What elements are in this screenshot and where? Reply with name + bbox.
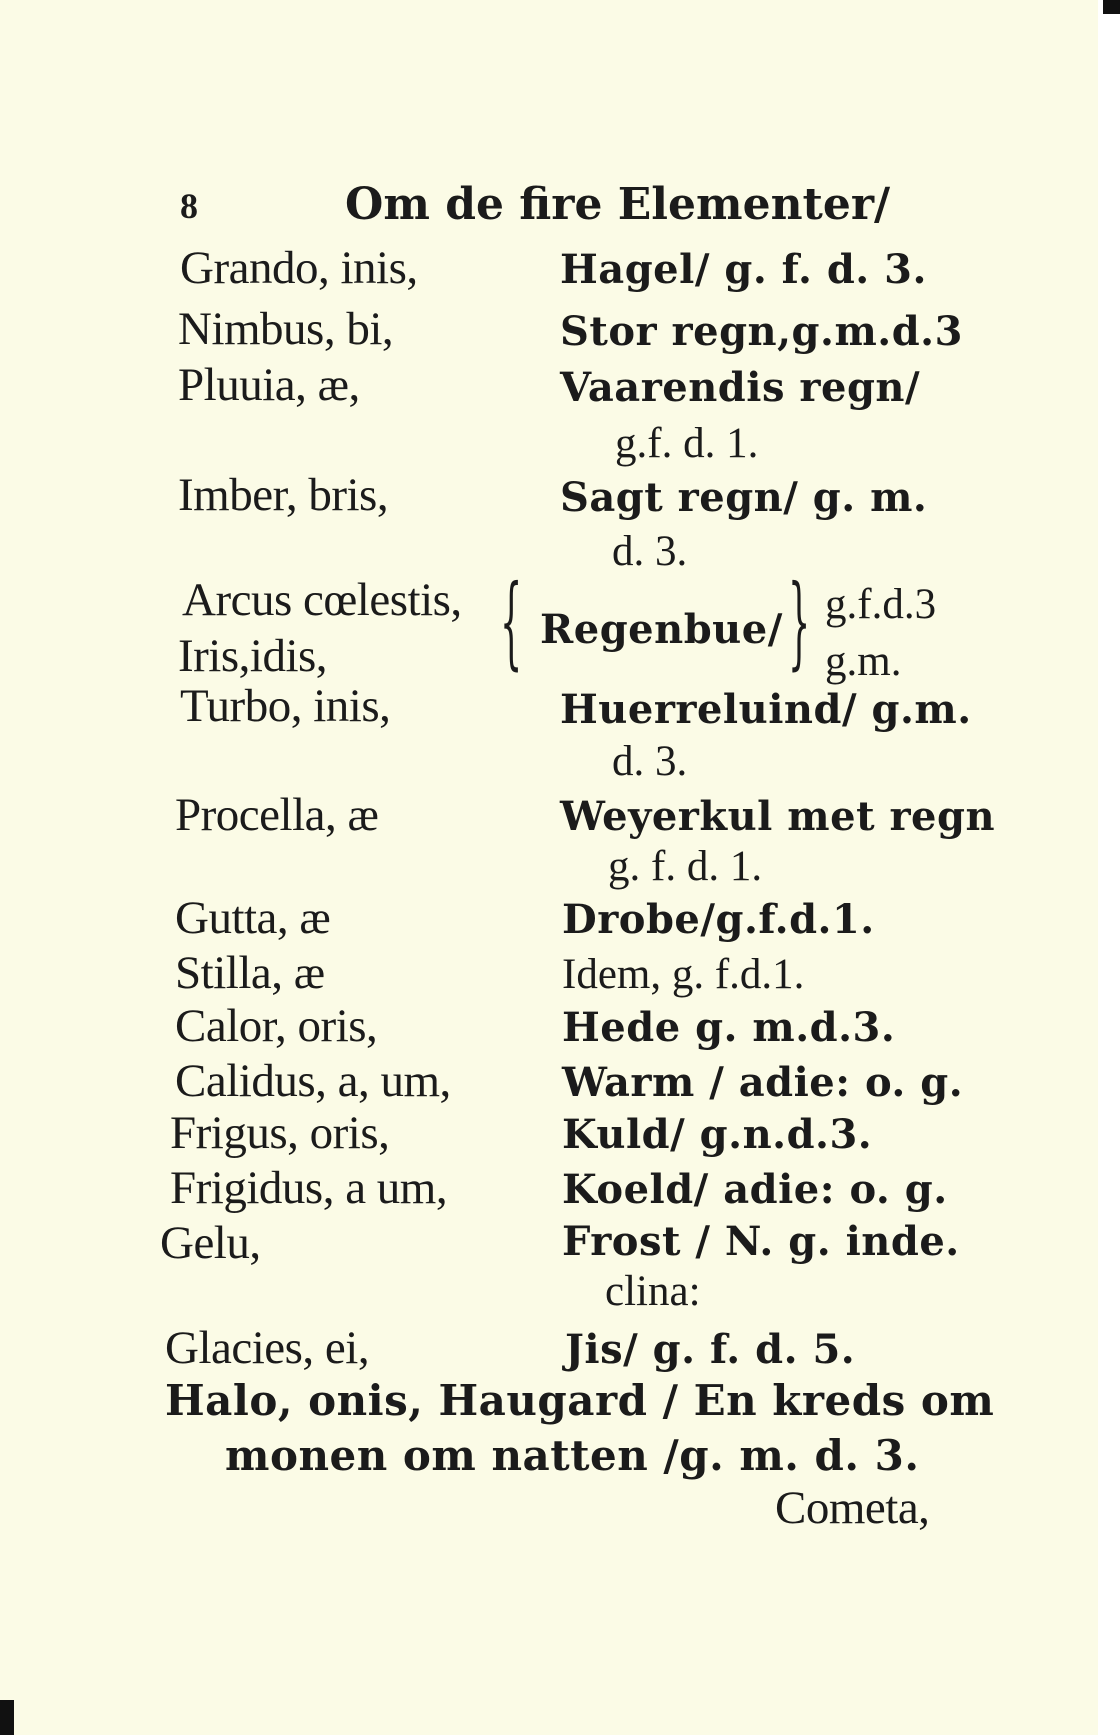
grammar-continuation: g. f. d. 1. — [608, 843, 763, 890]
grammar-continuation: clina: — [605, 1268, 701, 1315]
latin-term: Nimbus, bi, — [178, 303, 394, 355]
right-brace: } — [788, 563, 811, 680]
grammar-info: g.m. — [825, 638, 902, 685]
vernacular-gloss: Koeld/ adie: o. g. — [562, 1166, 948, 1213]
vernacular-gloss: Drobe/g.f.d.1. — [562, 896, 875, 943]
latin-term: Calidus, a, um, — [175, 1055, 451, 1107]
vernacular-gloss: Idem, g. f.d.1. — [562, 951, 805, 998]
scan-marker — [0, 1700, 14, 1735]
vernacular-gloss: Jis/ g. f. d. 5. — [565, 1326, 856, 1373]
vernacular-gloss: Weyerkul met regn — [560, 793, 996, 840]
scan-margin — [1098, 0, 1120, 1735]
latin-term: Stilla, æ — [175, 947, 325, 999]
grammar-continuation: d. 3. — [612, 528, 688, 575]
latin-term: Turbo, inis, — [180, 680, 391, 732]
latin-term: Procella, æ — [175, 789, 379, 841]
grammar-info: g.f.d.3 — [825, 581, 937, 628]
latin-term: Frigus, oris, — [170, 1107, 390, 1159]
grammar-continuation: g.f. d. 1. — [615, 420, 759, 467]
vernacular-gloss: Vaarendis regn/ — [560, 364, 921, 411]
vernacular-gloss: Kuld/ g.n.d.3. — [562, 1111, 873, 1158]
grammar-continuation: d. 3. — [612, 738, 688, 785]
catchword: Cometa, — [775, 1482, 930, 1534]
vernacular-gloss: Hagel/ g. f. d. 3. — [560, 246, 927, 293]
latin-term: Frigidus, a um, — [170, 1162, 448, 1214]
running-title: Om de fire Elementer/ — [345, 179, 891, 230]
left-brace: { — [500, 563, 523, 680]
page-number: 8 — [180, 186, 198, 226]
halo-entry-line-1: Halo, onis, Haugard / En kreds om — [165, 1376, 995, 1425]
vernacular-gloss: Stor regn,g.m.d.3 — [560, 308, 963, 355]
vernacular-gloss: Regenbue/ — [540, 606, 783, 653]
vernacular-gloss: Huerreluind/ g.m. — [560, 686, 972, 733]
scan-marker — [1103, 0, 1120, 14]
latin-term: Imber, bris, — [178, 469, 389, 521]
latin-term: Gutta, æ — [175, 892, 331, 944]
vernacular-gloss: Sagt regn/ g. m. — [560, 474, 928, 521]
vernacular-gloss: Frost / N. g. inde. — [562, 1218, 960, 1265]
latin-term: Grando, inis, — [180, 242, 418, 294]
latin-term: Iris,idis, — [178, 630, 328, 682]
latin-term: Pluuia, æ, — [178, 359, 360, 411]
latin-term: Gelu, — [160, 1217, 261, 1269]
vernacular-gloss: Warm / adie: o. g. — [562, 1059, 964, 1106]
latin-term: Glacies, ei, — [165, 1322, 370, 1374]
vernacular-gloss: Hede g. m.d.3. — [562, 1004, 896, 1051]
latin-term: Calor, oris, — [175, 1000, 378, 1052]
halo-entry-line-2: monen om natten /g. m. d. 3. — [225, 1431, 920, 1480]
latin-term: Arcus cœlestis, — [182, 574, 462, 626]
